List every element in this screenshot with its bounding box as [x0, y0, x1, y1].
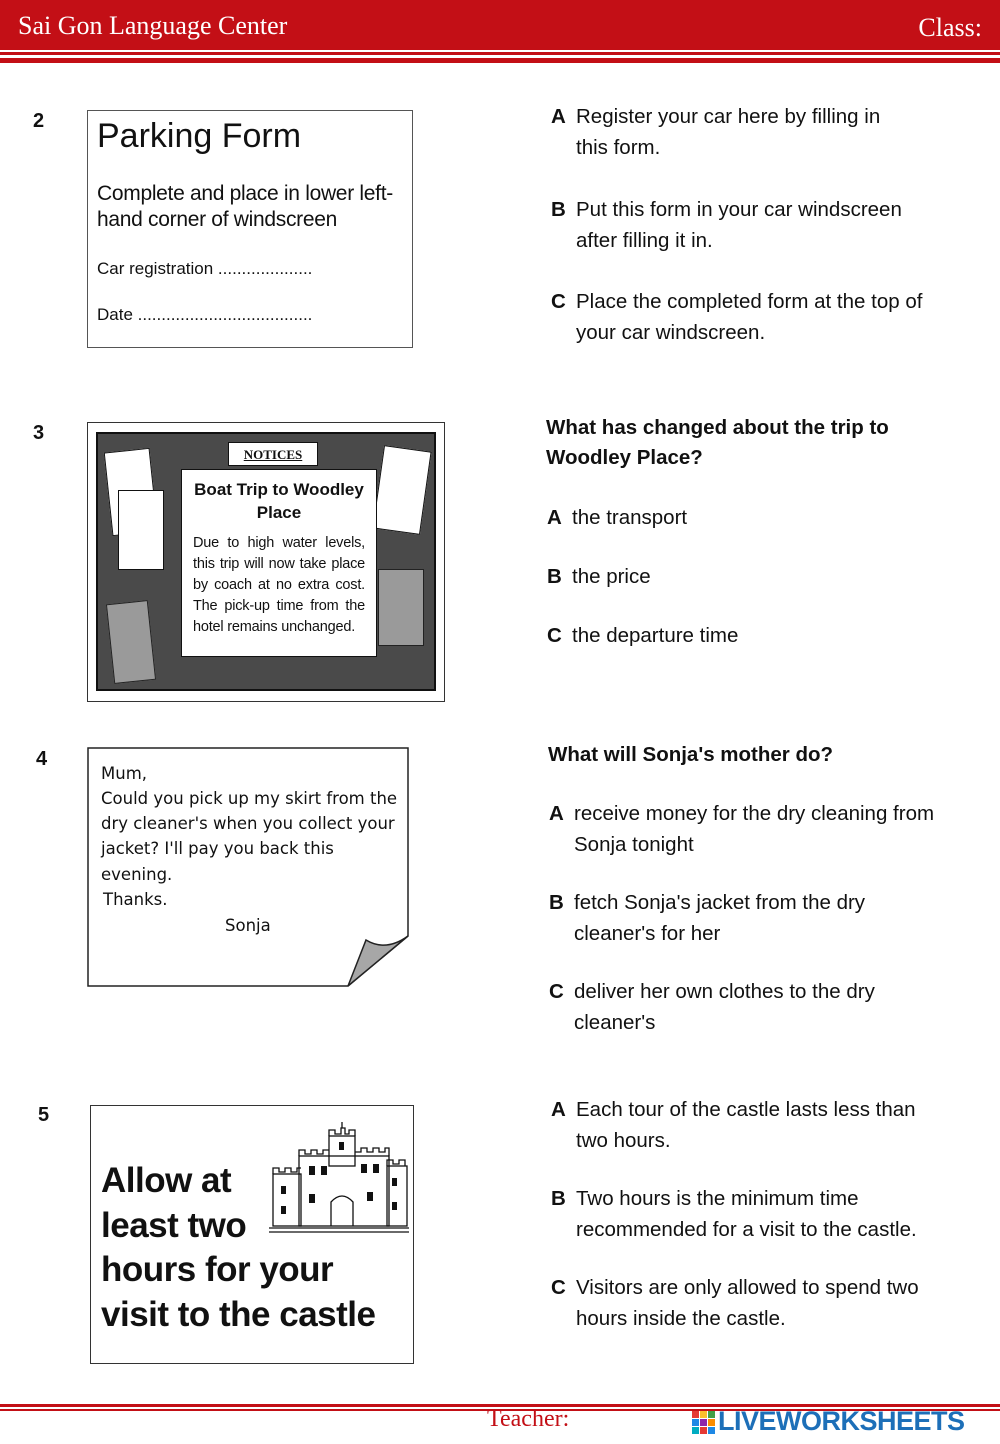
option-text: deliver her own clothes to the dry cleaner's	[574, 980, 875, 1034]
parking-form-sign	[87, 110, 413, 348]
option-text: Two hours is the minimum time recommended for a visit to the castle.	[576, 1187, 917, 1241]
option-text: the departure time	[572, 624, 739, 647]
teacher-label: Teacher:	[487, 1406, 570, 1432]
sign-line: least two	[101, 1205, 247, 1245]
notices-label: NOTICES	[228, 442, 318, 466]
castle-sign	[90, 1105, 414, 1364]
option-letter: A	[547, 506, 562, 529]
option-text: Each tour of the castle lasts less than two hours.	[576, 1098, 916, 1152]
pinned-card	[106, 600, 156, 684]
center-name: Sai Gon Language Center	[18, 11, 288, 40]
pinned-card	[378, 569, 424, 646]
date-field: Date .....................................	[97, 305, 313, 324]
liveworksheets-icon	[692, 1411, 716, 1435]
parking-form-instruction: Complete and place in lower left-hand corner of windscreen	[97, 182, 393, 231]
car-registration-field: Car registration ....................	[97, 259, 313, 278]
class-label: Class:	[918, 13, 982, 42]
option-letter: C	[547, 624, 562, 647]
question-number: 3	[33, 422, 45, 444]
option-text: fetch Sonja's jacket from the dry cleaner's for her	[574, 891, 866, 945]
sign-line: visit to the castle	[101, 1294, 376, 1334]
parking-form-title: Parking Form	[97, 117, 302, 155]
option-text: receive money for the dry cleaning from Sonja tonight	[574, 802, 935, 856]
option-letter: C	[551, 1276, 566, 1299]
option-letter: B	[549, 891, 564, 914]
option-text: Put this form in your car windscreen after filling it in.	[576, 198, 902, 252]
option-letter: A	[551, 105, 566, 128]
option-letter: B	[551, 1187, 566, 1210]
sign-line: hours for your	[101, 1250, 334, 1289]
option-letter: B	[551, 198, 566, 221]
sign-line: Allow at	[101, 1161, 232, 1200]
option-letter: A	[549, 802, 564, 825]
note-line: evening.	[101, 865, 173, 884]
pinned-paper	[118, 490, 164, 570]
noticeboard-frame	[87, 422, 445, 702]
header-divider	[0, 58, 1000, 63]
note-signature: Sonja	[225, 916, 271, 935]
question-text: What will Sonja's mother do?	[548, 743, 834, 766]
option-letter: C	[551, 290, 566, 313]
question-number: 5	[38, 1104, 50, 1126]
question-text: What has changed about the trip to Woodley Place?	[546, 416, 889, 469]
castle-sign-text	[101, 1159, 375, 1337]
pinned-paper	[372, 445, 431, 535]
header-bar	[0, 0, 1000, 50]
notice-body: Due to high water levels, this trip will now take place by coach at no extra cost. The pick-up time from the hotel remains unchanged.	[193, 535, 365, 635]
option-text: Place the completed form at the top of your car windscreen.	[576, 290, 923, 344]
option-letter: C	[549, 980, 564, 1003]
note-line: jacket? I'll pay you back this	[101, 839, 334, 858]
option-text: the price	[572, 565, 651, 588]
header-divider	[0, 52, 1000, 55]
option-text: Register your car here by filling in this form.	[576, 105, 881, 159]
question-number: 4	[36, 748, 48, 770]
option-text: the transport	[572, 506, 688, 529]
noticeboard	[96, 432, 436, 691]
boat-trip-notice	[181, 469, 377, 657]
option-text: Visitors are only allowed to spend two hours inside the castle.	[576, 1276, 919, 1330]
note-line: Mum,	[101, 764, 148, 783]
question-number: 2	[33, 110, 45, 132]
option-letter: A	[551, 1098, 566, 1121]
notice-title: Boat Trip to Woodley Place	[194, 480, 364, 522]
note-line: Thanks.	[103, 890, 168, 909]
liveworksheets-brand: LIVEWORKSHEETS	[718, 1406, 965, 1436]
option-letter: B	[547, 565, 562, 588]
note-line: Could you pick up my skirt from the	[101, 789, 398, 808]
note-line: dry cleaner's when you collect your	[101, 814, 395, 833]
